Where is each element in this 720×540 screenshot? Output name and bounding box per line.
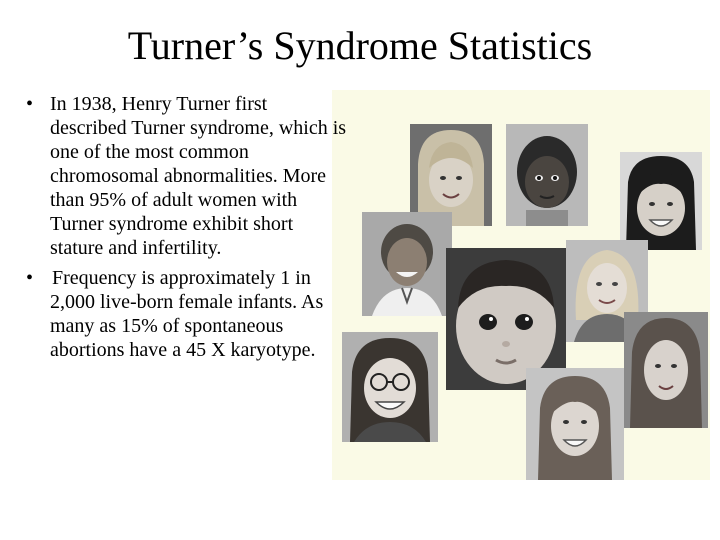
portrait-photo-icon bbox=[362, 212, 452, 316]
portrait-photo-icon bbox=[506, 124, 588, 226]
bullet-list bbox=[22, 92, 348, 368]
bullet-text: In 1938, Henry Turner first described Turner syndrome, which is one of the most common chromosomal abnormalities. More than 95% of adult women with Turner syndrome exhibit short stature and infertility. bbox=[50, 93, 347, 259]
portrait-photo bbox=[410, 124, 492, 226]
photo-collage bbox=[332, 90, 710, 480]
portrait-photo-icon bbox=[410, 124, 492, 226]
portrait-photo bbox=[362, 212, 452, 316]
portrait-photo bbox=[342, 332, 438, 442]
portrait-photo-icon bbox=[624, 312, 708, 428]
bullet-marker: • bbox=[26, 93, 34, 115]
portrait-photo bbox=[526, 368, 624, 480]
bullet-item bbox=[22, 92, 348, 260]
portrait-photo bbox=[506, 124, 588, 226]
portrait-photo-icon bbox=[342, 332, 438, 442]
bullet-text: Frequency is approximately 1 in 2,000 live-born female infants. As many as 15% of spontaneous abortions have a 45 X karyotype. bbox=[50, 267, 324, 361]
slide-title: Turner’s Syndrome Statistics bbox=[127, 23, 593, 68]
bullet-item bbox=[22, 266, 348, 362]
portrait-photo-icon bbox=[620, 152, 702, 250]
bullet-marker: • bbox=[26, 267, 34, 289]
portrait-photo bbox=[620, 152, 702, 250]
portrait-photo bbox=[624, 312, 708, 428]
portrait-photo-icon bbox=[526, 368, 624, 480]
